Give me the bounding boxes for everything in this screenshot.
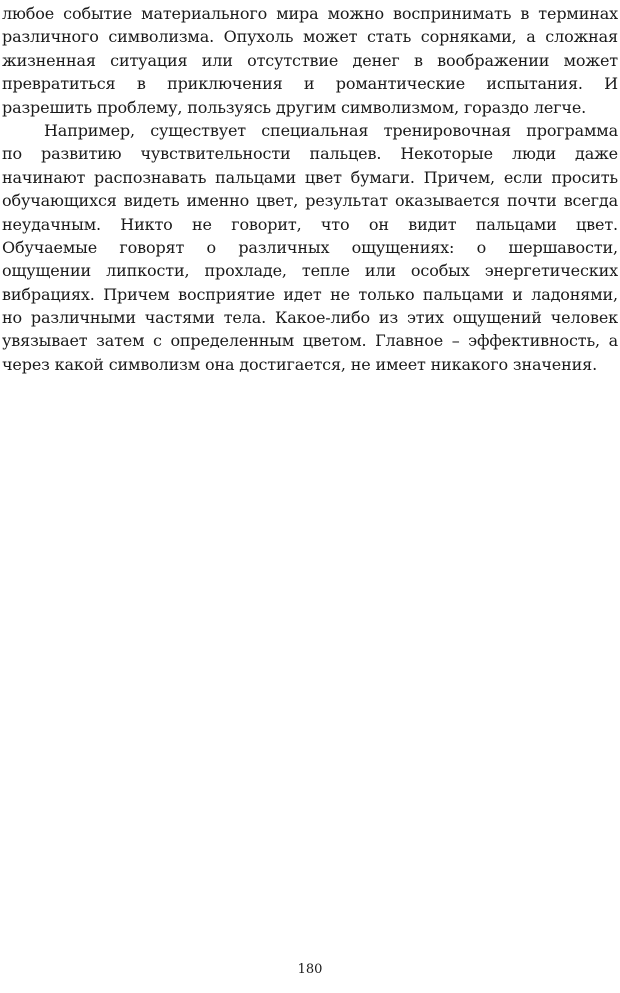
text-line: различного символизма. Опухоль может стать сорняками, а сложная (2, 27, 618, 47)
text-line: разрешить проблему, пользуясь другим символизмом, гораздо легче. (2, 97, 587, 117)
text-line: Например, существует специальная тренировочная программа (44, 120, 618, 140)
paragraph-1 (2, 2, 618, 119)
text-line: увязывает затем с определенным цветом. Главное – эффективность, а (2, 331, 618, 351)
text-line: превратиться в приключения и романтические испытания. И (2, 74, 618, 94)
text-line: вибрациях. Причем восприятие идет не только пальцами и ладонями, (2, 284, 618, 304)
text-line: обучающихся видеть именно цвет, результат оказывается почти всегда (2, 191, 618, 211)
paragraph-2 (2, 119, 618, 376)
text-line: но различными частями тела. Какое-либо из этих ощущений человек (2, 308, 618, 328)
text-line: неудачным. Никто не говорит, что он видит пальцами цвет. (2, 214, 618, 234)
text-line: ощущении липкости, прохладе, тепле или особых энергетических (2, 261, 618, 281)
text-line: жизненная ситуация или отсутствие денег в воображении может (2, 50, 618, 70)
text-line: Обучаемые говорят о различных ощущениях: о шершавости, (2, 237, 618, 257)
body-text (2, 2, 618, 376)
page-number: 180 (297, 962, 323, 977)
text-line: через какой символизм она достигается, не имеет никакого значения. (2, 354, 598, 374)
text-line: любое событие материального мира можно воспринимать в терминах (2, 4, 618, 23)
text-line: по развитию чувствительности пальцев. Некоторые люди даже (2, 144, 618, 164)
text-line: начинают распознавать пальцами цвет бумаги. Причем, если просить (2, 167, 618, 187)
